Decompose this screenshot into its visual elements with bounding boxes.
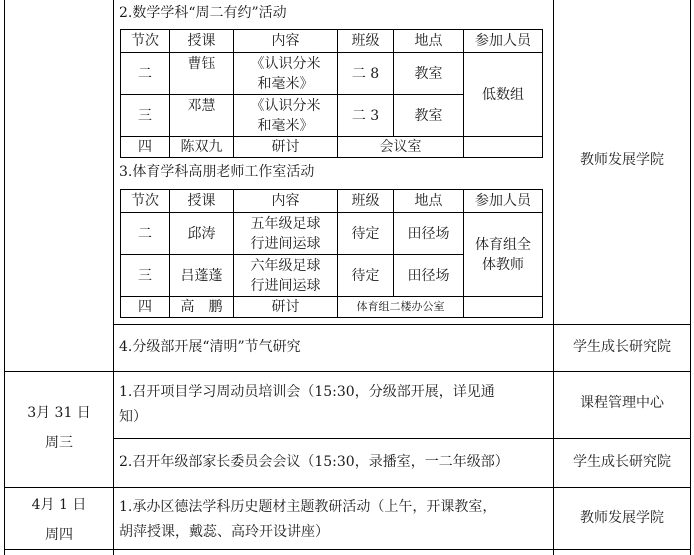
cell-place: 会议室 xyxy=(338,137,464,158)
cell-teacher: 陈双九 xyxy=(170,137,234,158)
item-line: 2.召开年级部家长委员会会议（15:30，录播室，一二年级部） xyxy=(119,454,509,470)
section-title-pe: 3.体育学科高朋老师工作室活动 xyxy=(119,164,315,180)
date-label: 4月 1 日 xyxy=(31,497,87,513)
cell-content xyxy=(234,53,338,95)
content-line: 行进间运球 xyxy=(250,277,321,294)
participants-line: 体教师 xyxy=(482,256,524,273)
header-place: 地点 xyxy=(394,30,464,53)
item-qingming-text: 4.分级部开展“清明”节气研究 xyxy=(119,339,301,355)
cell-period: 二 xyxy=(121,213,170,255)
section-title-math: 2.数学学科“周二有约”活动 xyxy=(119,5,287,21)
grid-line xyxy=(690,0,691,555)
cell-participants xyxy=(464,213,543,297)
cell-class: 待定 xyxy=(338,213,394,255)
cell-content: 研讨 xyxy=(234,297,338,318)
grid-line xyxy=(4,0,5,555)
cell-empty xyxy=(464,297,543,318)
header-content: 内容 xyxy=(234,30,338,53)
grid-line xyxy=(4,487,691,488)
header-content: 内容 xyxy=(234,190,338,213)
cell-period: 三 xyxy=(121,255,170,297)
weekday-label: 周三 xyxy=(45,435,73,451)
content-line: 《认识分米 xyxy=(250,97,321,114)
cell-content xyxy=(234,95,338,137)
cell-period: 二 xyxy=(121,53,170,95)
date-apr1 xyxy=(5,490,113,550)
date-mar31 xyxy=(5,398,113,458)
header-participants: 参加人员 xyxy=(464,190,543,213)
header-class: 班级 xyxy=(338,190,394,213)
cell-teacher: 邱涛 xyxy=(170,213,234,255)
weekday-label: 周四 xyxy=(45,527,73,543)
grid-line xyxy=(4,371,691,372)
cell-teacher: 邓慧 xyxy=(170,95,234,137)
header-teacher: 授课 xyxy=(170,30,234,53)
dept-student-growth: 学生成长研究院 xyxy=(573,454,671,470)
cell-period: 四 xyxy=(121,137,170,158)
cell-period: 三 xyxy=(121,95,170,137)
header-teacher: 授课 xyxy=(170,190,234,213)
cell-content: 研讨 xyxy=(234,137,338,158)
header-period: 节次 xyxy=(121,30,170,53)
participants-line: 体育组全 xyxy=(475,236,531,253)
cell-place: 田径场 xyxy=(394,255,464,297)
grid-line xyxy=(113,438,691,439)
item-line: 胡萍授课，戴蕊、高玲开设讲座） xyxy=(119,524,329,540)
cell-place: 田径场 xyxy=(394,213,464,255)
dept-course-management: 课程管理中心 xyxy=(580,395,664,411)
content-line: 六年级足球 xyxy=(250,257,321,274)
dept-student-growth: 学生成长研究院 xyxy=(573,339,671,355)
cell-content xyxy=(234,255,338,297)
grid-line xyxy=(113,324,691,325)
cell-teacher: 曹钰 xyxy=(170,53,234,95)
content-line: 和毫米》 xyxy=(257,117,314,134)
content-line: 五年级足球 xyxy=(250,215,321,232)
header-participants: 参加人员 xyxy=(464,30,543,53)
cell-class: 待定 xyxy=(338,255,394,297)
header-place: 地点 xyxy=(394,190,464,213)
dept-teacher-development: 教师发展学院 xyxy=(580,510,664,526)
cell-place: 教室 xyxy=(394,53,464,95)
cell-class: 二 8 xyxy=(338,53,394,95)
header-class: 班级 xyxy=(338,30,394,53)
dept-teacher-development: 教师发展学院 xyxy=(580,152,664,168)
cell-period: 四 xyxy=(121,297,170,318)
cell-participants: 低数组 xyxy=(464,53,543,137)
math-activity-table xyxy=(120,29,543,158)
content-line: 《认识分米 xyxy=(250,55,321,72)
content-line: 和毫米》 xyxy=(257,75,314,92)
cell-class: 二 3 xyxy=(338,95,394,137)
date-label: 3月 31 日 xyxy=(27,405,91,421)
cell-teacher: 吕蓬蓬 xyxy=(170,255,234,297)
item-line: 知） xyxy=(119,409,147,425)
header-period: 节次 xyxy=(121,190,170,213)
item-line: 1.承办区德法学科历史题材主题教研活动（上午，开课教室， xyxy=(119,499,497,515)
cell-empty xyxy=(464,137,543,158)
item-line: 1.召开项目学习周动员培训会（15:30，分级部开展，详见通 xyxy=(119,384,495,400)
pe-activity-table xyxy=(120,189,543,318)
cell-place: 教室 xyxy=(394,95,464,137)
cell-content xyxy=(234,213,338,255)
cell-teacher: 高 鹏 xyxy=(170,297,234,318)
content-line: 行进间运球 xyxy=(250,235,321,252)
grid-line xyxy=(113,0,114,555)
cell-place: 体育组二楼办公室 xyxy=(338,297,464,318)
